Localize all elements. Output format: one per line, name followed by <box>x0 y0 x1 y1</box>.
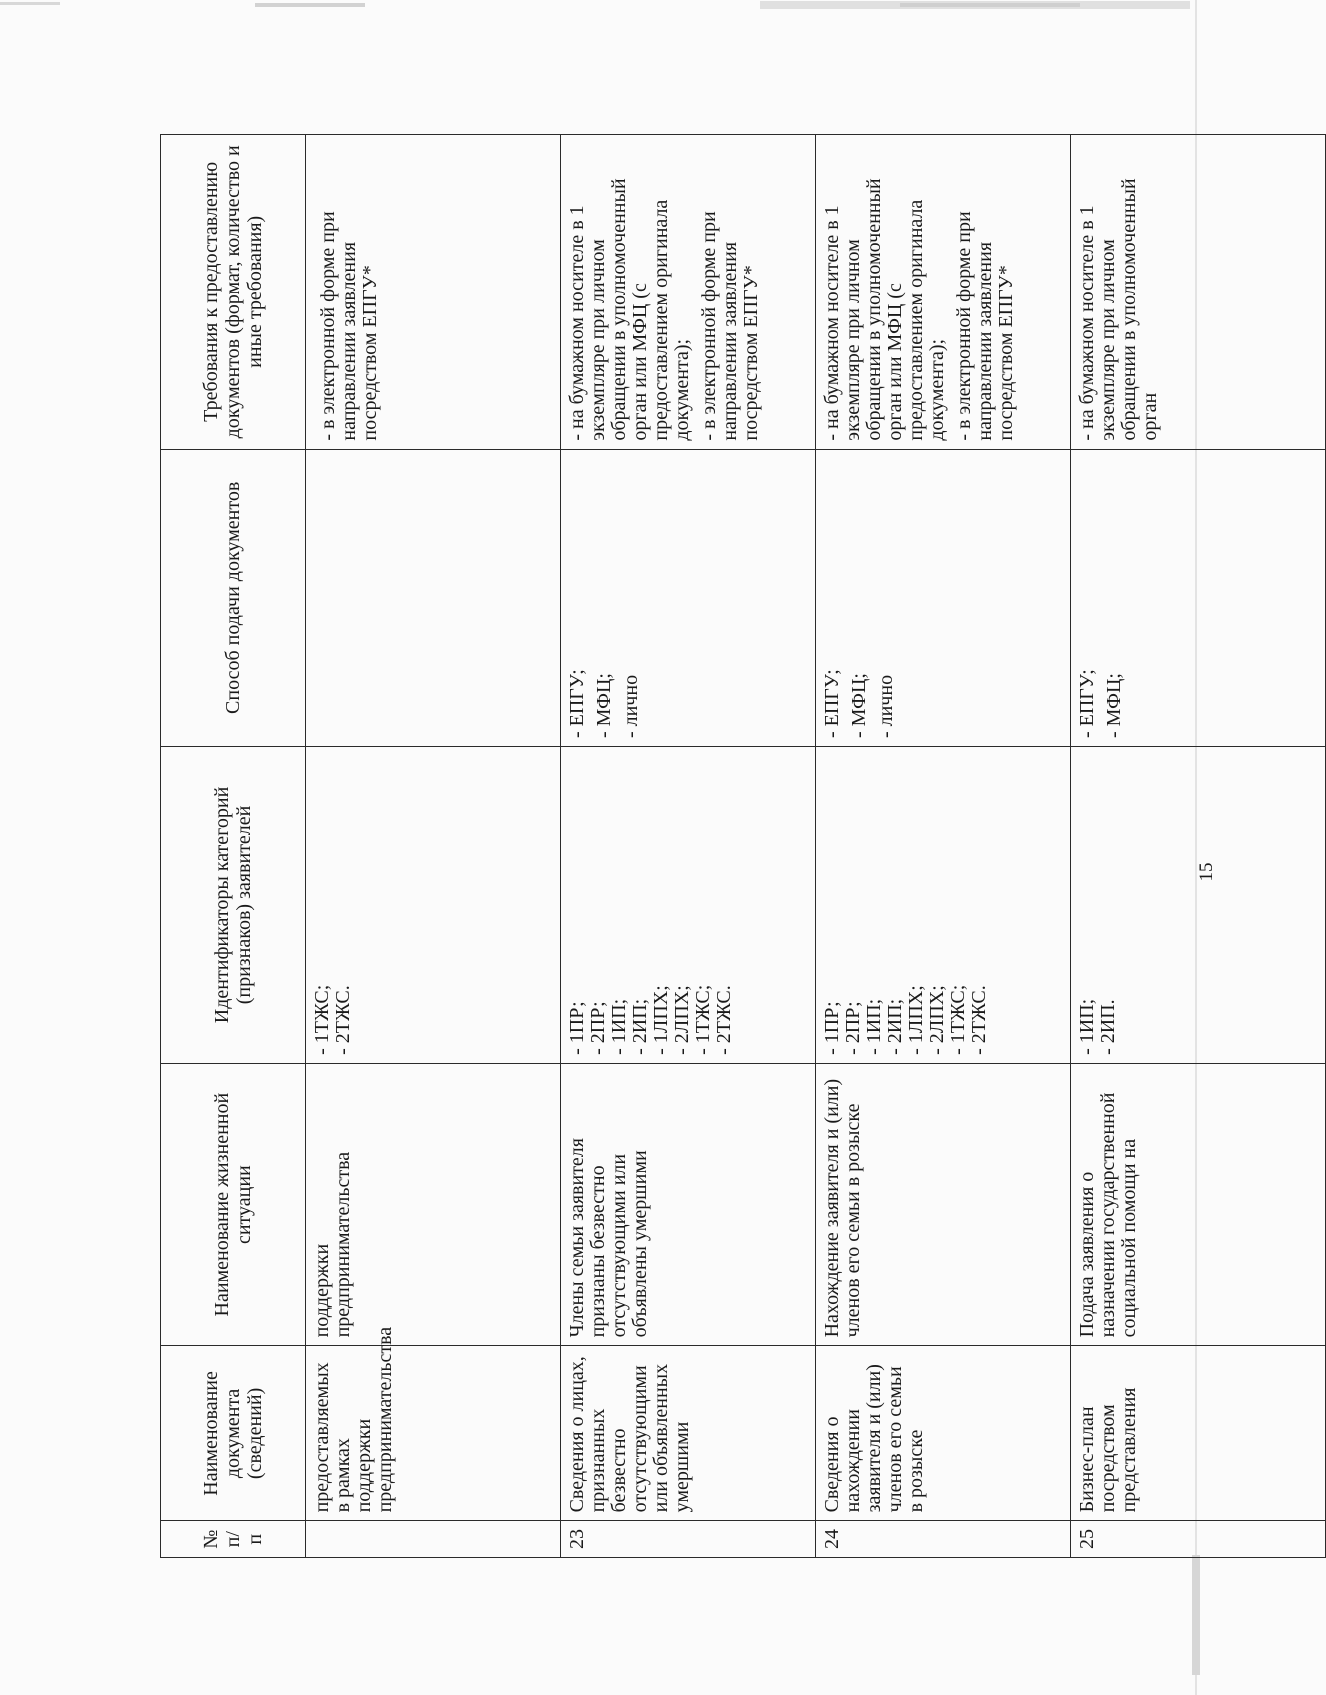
identifier: - 2ЛПХ; <box>926 985 948 1055</box>
life-situation: Члены семьи заявителя признаны безвестно отсутствующими или объявлены умершими <box>561 1063 816 1346</box>
table-row <box>306 135 561 1558</box>
methods-cell <box>561 449 816 746</box>
row-number <box>306 1521 561 1558</box>
requirement: - в электронной форме при направлении заявления посредством ЕПГУ* <box>317 211 381 441</box>
identifier: - 2ТЖС. <box>968 985 990 1055</box>
method: - МФЦ; <box>593 673 615 739</box>
method: - МФЦ; <box>848 673 870 739</box>
page-number: 15 <box>1196 862 1217 882</box>
requirement: - в электронной форме при направлении заявления посредством ЕПГУ* <box>698 211 762 441</box>
requirement: - на бумажном носителе в 1 экземпляре при личном обращении в уполномоченный орган или МФЦ (с предоставлением оригинала документа); <box>566 178 693 441</box>
identifier: - 1ТЖС; <box>947 984 969 1055</box>
identifier: - 2ТЖС. <box>713 985 735 1055</box>
requirement: - на бумажном носителе в 1 экземпляре при личном обращении в уполномоченный орган <box>1076 178 1161 441</box>
header-submission-method: Способ подачи документов <box>161 449 306 746</box>
document-name: предоставляемых в рамках поддержки предпринимательства <box>306 1346 561 1521</box>
documents-table <box>160 134 1326 1558</box>
header-applicant-identifiers: Идентификаторы категорий (признаков) заявителей <box>161 747 306 1064</box>
identifiers-cell <box>816 747 1071 1064</box>
identifier: - 1ИП; <box>863 998 885 1055</box>
identifier: - 1ПР; <box>566 1001 588 1055</box>
requirements-cell <box>816 135 1071 450</box>
requirements-cell <box>306 135 561 450</box>
identifiers-cell <box>561 747 816 1064</box>
identifier: - 2ПР; <box>587 1001 609 1055</box>
table-header-row <box>161 135 306 1558</box>
method: - лично <box>620 674 642 739</box>
methods-cell <box>1071 449 1326 746</box>
method: - МФЦ; <box>1103 673 1125 739</box>
row-number: 23 <box>561 1521 816 1558</box>
method: - лично <box>875 674 897 739</box>
identifiers-cell <box>306 747 561 1064</box>
table-row <box>816 135 1071 1558</box>
method: - ЕПГУ; <box>1076 669 1098 739</box>
rotated-page-content <box>160 134 1217 1558</box>
header-number: № п/п <box>161 1521 306 1558</box>
life-situation: Подача заявления о назначении государственной социальной помощи на <box>1071 1063 1326 1346</box>
document-name: Бизнес-план посредством представления <box>1071 1346 1326 1521</box>
requirements-cell <box>561 135 816 450</box>
requirements-cell <box>1071 135 1326 450</box>
identifier: - 2ИП; <box>884 998 906 1055</box>
identifier: - 1ИП; <box>1076 998 1098 1055</box>
identifier: - 2ПР; <box>842 1001 864 1055</box>
header-document-name: Наименование документа (сведений) <box>161 1346 306 1521</box>
method: - ЕПГУ; <box>821 669 843 739</box>
row-number: 25 <box>1071 1521 1326 1558</box>
methods-cell <box>306 449 561 746</box>
document-name: Сведения о нахождении заявителя и (или) членов его семьи в розыске <box>816 1346 1071 1521</box>
identifier: - 2ИП. <box>1097 999 1119 1055</box>
life-situation: поддержки предпринимательства <box>306 1063 561 1346</box>
row-number: 24 <box>816 1521 1071 1558</box>
identifiers-cell <box>1071 747 1326 1064</box>
method: - ЕПГУ; <box>566 669 588 739</box>
scan-noise-top <box>0 0 1200 14</box>
identifier: - 1ТЖС; <box>692 984 714 1055</box>
requirement: - в электронной форме при направлении заявления посредством ЕПГУ* <box>953 211 1017 441</box>
identifier: - 2ИП; <box>629 998 651 1055</box>
header-life-situation: Наименование жизненной ситуации <box>161 1063 306 1346</box>
identifier: - 2ТЖС. <box>332 985 354 1055</box>
identifier: - 2ЛПХ; <box>671 985 693 1055</box>
document-name: Сведения о лицах, признанных безвестно отсутствующими или объявленных умершими <box>561 1346 816 1521</box>
identifier: - 1ЛПХ; <box>905 985 927 1055</box>
table-row <box>1071 135 1326 1558</box>
identifier: - 1ТЖС; <box>311 984 333 1055</box>
table-row <box>561 135 816 1558</box>
methods-cell <box>816 449 1071 746</box>
header-requirements: Требования к предоставлению документов (формат, количество и иные требования) <box>161 135 306 450</box>
identifier: - 1ПР; <box>821 1001 843 1055</box>
requirement: - на бумажном носителе в 1 экземпляре при личном обращении в уполномоченный орган или МФЦ (с предоставлением оригинала документа); <box>821 178 948 441</box>
identifier: - 1ЛПХ; <box>650 985 672 1055</box>
life-situation: Нахождение заявителя и (или) членов его семьи в розыске <box>816 1063 1071 1346</box>
identifier: - 1ИП; <box>608 998 630 1055</box>
